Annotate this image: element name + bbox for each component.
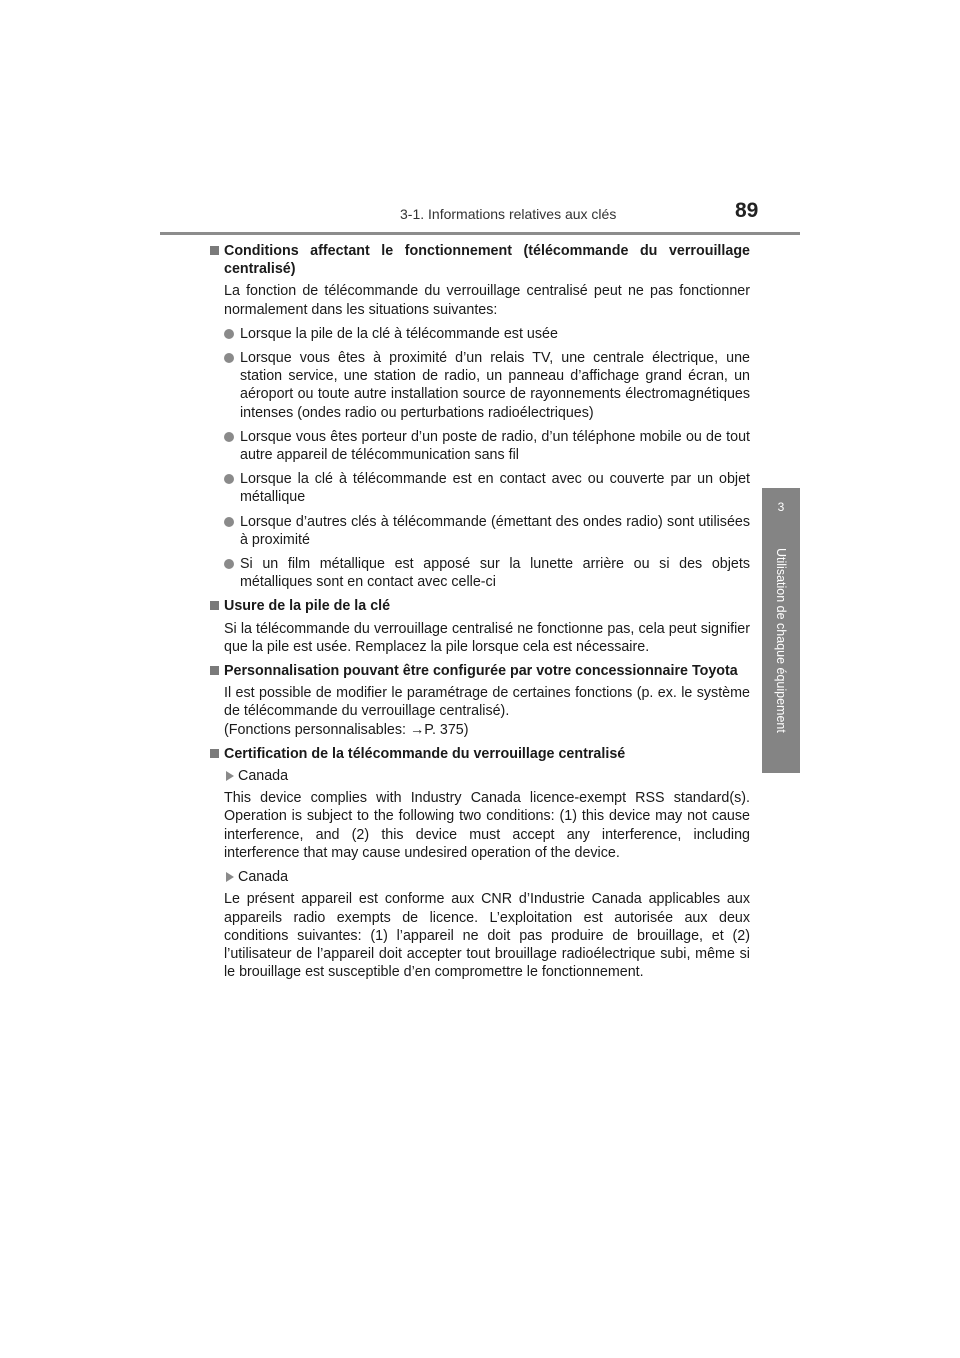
subheading-text: Canada	[238, 869, 289, 886]
triangle-bullet-icon	[226, 872, 234, 882]
list-item-text: Lorsque d’autres clés à télécommande (émettant des ondes radio) sont utilisées à proximité	[240, 513, 750, 548]
list-item-text: Lorsque vous êtes à proximité d’un relais TV, une centrale électrique, une station service, une station de radio, un panneau d’affichage grand écran, un aéroport ou toute autre installation source de rayonnements électromagnétiques intenses (ondes radio ou perturbations radioélectriques)	[240, 350, 750, 421]
circle-bullet-icon	[224, 432, 234, 442]
subheading-text: Canada	[238, 768, 289, 785]
square-bullet-icon	[210, 749, 219, 758]
circle-bullet-icon	[224, 353, 234, 363]
paragraph: This device complies with Industry Canada licence-exempt RSS standard(s). Operation is subject to the following two conditions: (1) this device may not cause interference, and (2) this device must accept any interference, including interference that may cause undesired operation of the device.	[224, 790, 750, 861]
list-item-text: Si un film métallique est apposé sur la lunette arrière ou si des objets métalliques sont en contact avec celle-ci	[240, 556, 750, 591]
header-rule	[160, 232, 800, 235]
square-bullet-icon	[210, 666, 219, 675]
section-heading-battery	[210, 597, 750, 615]
list-item	[224, 325, 750, 343]
page-reference: (Fonctions personnalisables: →P. 375)	[224, 721, 469, 738]
circle-bullet-icon	[224, 329, 234, 339]
list-item	[224, 349, 750, 422]
circle-bullet-icon	[224, 474, 234, 484]
chapter-number: 3	[777, 500, 785, 514]
list-item-text: Lorsque la clé à télécommande est en contact avec ou couverte par un objet métallique	[240, 471, 750, 506]
chapter-side-tab	[762, 488, 800, 773]
page-content	[210, 242, 750, 987]
chapter-title: Utilisation de chaque équipement	[774, 548, 788, 733]
heading-text: Conditions affectant le fonctionnement (télécommande du verrouillage centralisé)	[224, 243, 750, 278]
square-bullet-icon	[210, 246, 219, 255]
circle-bullet-icon	[224, 559, 234, 569]
bullet-list	[210, 325, 750, 592]
section-title: 3-1. Informations relatives aux clés	[400, 206, 617, 222]
paragraph: La fonction de télécommande du verrouillage centralisé peut ne pas fonctionner normalement dans les situations suivantes:	[224, 283, 750, 318]
list-item	[224, 555, 750, 591]
heading-text: Usure de la pile de la clé	[224, 598, 391, 615]
triangle-bullet-icon	[226, 771, 234, 781]
list-item	[224, 513, 750, 549]
section-heading-conditions	[210, 242, 750, 278]
paragraph: Il est possible de modifier le paramétrage de certaines fonctions (p. ex. le système de télécommande du verrouillage centralisé).	[224, 685, 750, 720]
circle-bullet-icon	[224, 517, 234, 527]
section-heading-certification	[210, 745, 750, 763]
section-heading-customization	[210, 662, 750, 680]
paragraph: Si la télécommande du verrouillage centralisé ne fonctionne pas, cela peut signifier que la pile est usée. Remplacez la pile lorsque cela est nécessaire.	[224, 620, 750, 655]
page-number: 89	[735, 199, 759, 222]
heading-text: Certification de la télécommande du verrouillage centralisé	[224, 745, 626, 762]
list-item	[224, 428, 750, 464]
subheading-canada-en	[210, 767, 750, 785]
list-item-text: Lorsque la pile de la clé à télécommande est usée	[240, 325, 558, 342]
list-item-text: Lorsque vous êtes porteur d’un poste de radio, d’un téléphone mobile ou de tout autre appareil de télécommunication sans fil	[240, 428, 750, 464]
subheading-canada-fr	[210, 868, 750, 886]
list-item	[224, 470, 750, 506]
heading-text: Personnalisation pouvant être configurée par votre concessionnaire Toyota	[224, 663, 738, 680]
paragraph: Le présent appareil est conforme aux CNR d’Industrie Canada applicables aux appareils radio exempts de licence. L’exploitation est autorisée aux deux conditions suivantes: (1) l’appareil ne doit pas produire de brouillage, et (2) l’utilisateur de l’appareil doit accepter tout brouillage radioélectrique subi, même si le brouillage est susceptible d’en compromettre le fonctionnement.	[224, 891, 750, 981]
square-bullet-icon	[210, 601, 219, 610]
